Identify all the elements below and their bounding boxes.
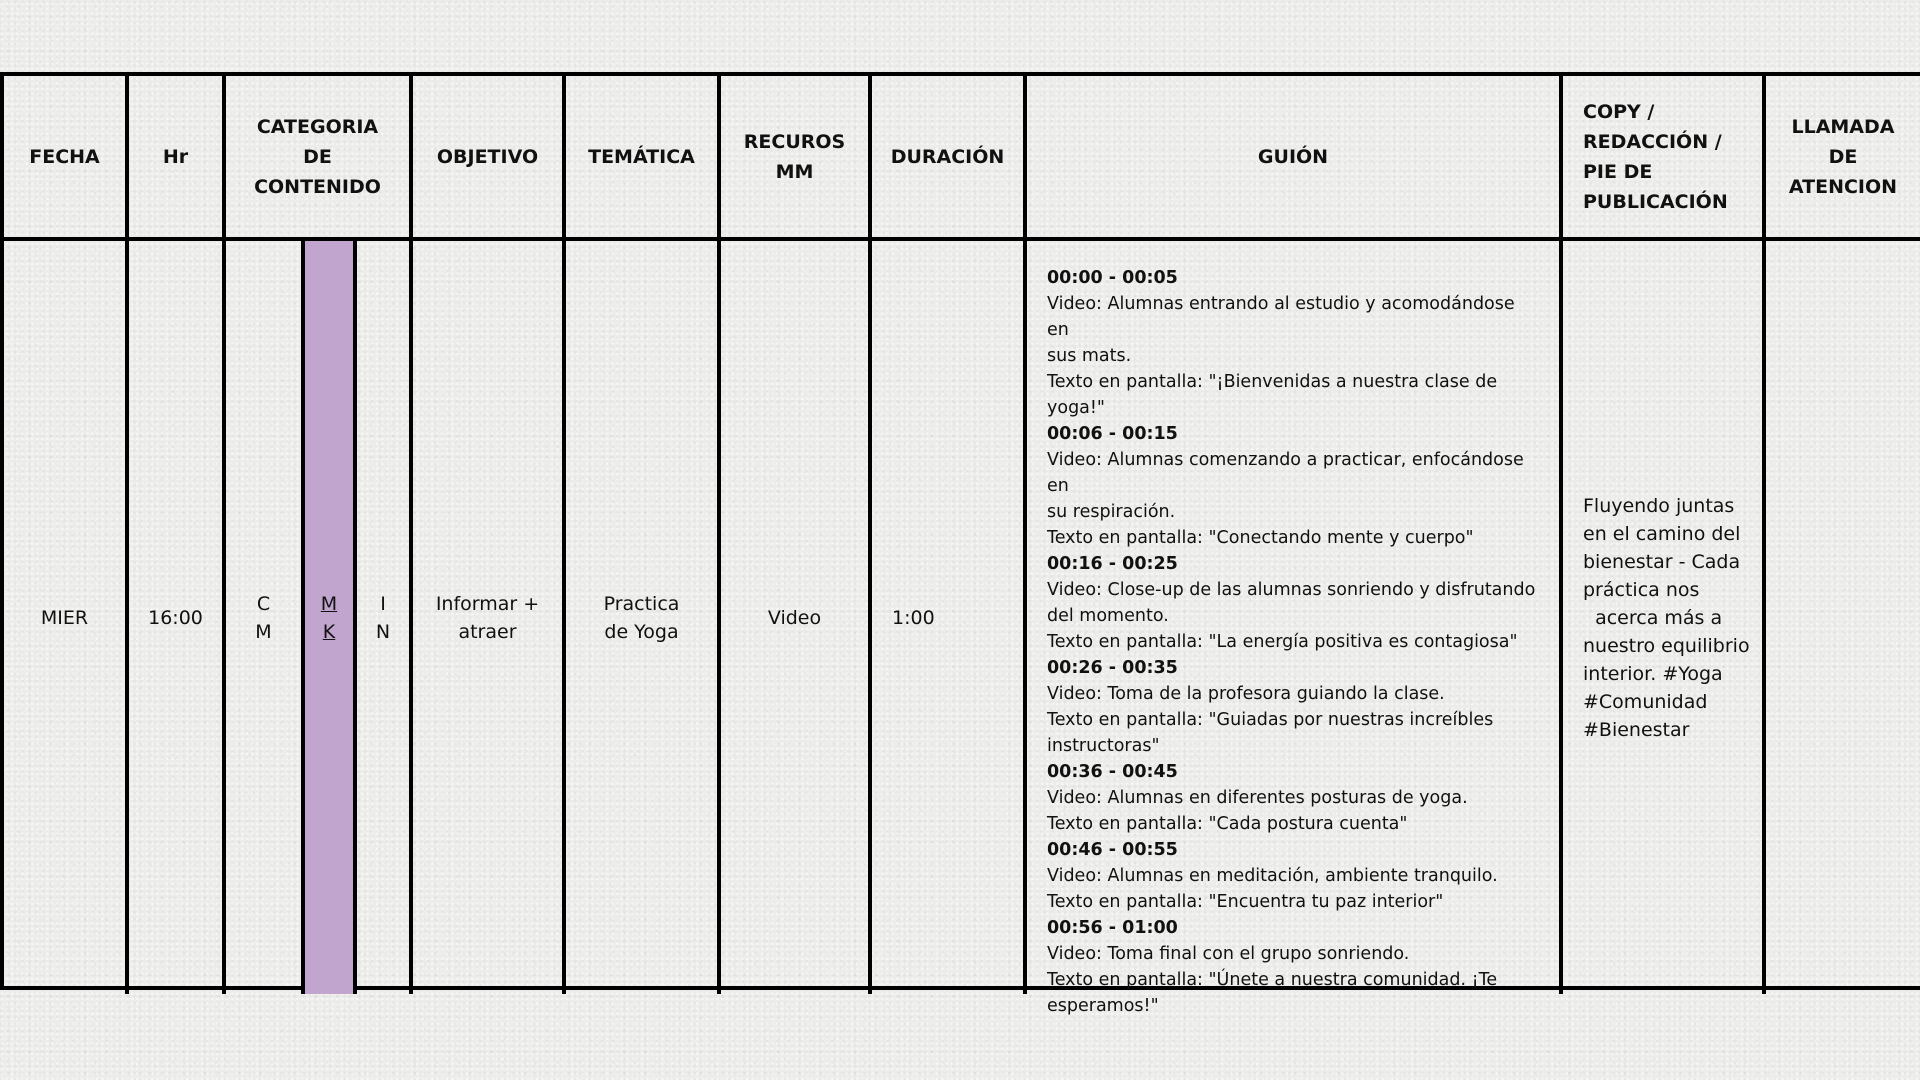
guion-line: Video: Alumnas comenzando a practicar, enfocándose en (1047, 450, 1524, 496)
guion-timestamp: 00:16 - 00:25 (1047, 554, 1178, 574)
hr-value: 16:00 (148, 606, 203, 629)
guion-segment (1047, 265, 1539, 421)
guion-timestamp: 00:56 - 01:00 (1047, 918, 1178, 938)
copy-line: Fluyendo juntas (1583, 494, 1735, 517)
copy-line: #Bienestar (1583, 718, 1690, 741)
guion-script (1047, 265, 1539, 1019)
copy-text (1583, 492, 1750, 744)
content-plan-table (0, 72, 1920, 1016)
guion-line: del momento. (1047, 606, 1169, 626)
guion-segment (1047, 421, 1539, 551)
categoria-cm-letter: C (256, 592, 271, 615)
guion-timestamp: 00:26 - 00:35 (1047, 658, 1178, 678)
fecha-value: MIER (40, 606, 89, 629)
categoria-mk-letter: M (320, 592, 338, 615)
header-duracion (872, 76, 1027, 241)
content-plan-grid (0, 72, 1920, 1016)
guion-segment (1047, 759, 1539, 837)
recursos-value: Video (767, 606, 822, 629)
header-guion-label: GUIÓN (1257, 145, 1329, 168)
header-copy-line: PUBLICACIÓN (1583, 190, 1728, 213)
categoria-in-letter: N (375, 620, 391, 643)
cell-hr (129, 241, 226, 994)
header-categoria-line: DE (303, 145, 332, 168)
header-recursos-line: MM (775, 160, 814, 183)
guion-line: su respiración. (1047, 502, 1176, 522)
header-copy-line: REDACCIÓN / (1583, 130, 1722, 153)
cell-fecha (4, 241, 129, 994)
header-hr (129, 76, 226, 241)
copy-line: bienestar - Cada (1583, 550, 1741, 573)
cell-tematica (566, 241, 721, 994)
guion-line: Texto en pantalla: "Encuentra tu paz interior" (1047, 892, 1444, 912)
header-fecha-label: FECHA (29, 145, 100, 168)
guion-line: Video: Close-up de las alumnas sonriendo y disfrutando (1047, 580, 1536, 600)
copy-line: práctica nos (1583, 578, 1700, 601)
header-duracion-label: DURACIÓN (890, 145, 1005, 168)
header-copy-line: PIE DE (1583, 160, 1653, 183)
header-recursos-line: RECUROS (743, 130, 846, 153)
header-tematica (566, 76, 721, 241)
header-hr-label: Hr (162, 145, 189, 168)
guion-line: sus mats. (1047, 346, 1132, 366)
categoria-cm-letter: M (255, 620, 272, 643)
categoria-mk-letter: K (322, 620, 336, 643)
duracion-value: 1:00 (892, 606, 935, 629)
header-tematica-label: TEMÁTICA (588, 145, 695, 168)
guion-segment (1047, 655, 1539, 759)
header-categoria (226, 76, 413, 241)
tematica-line: Practica (603, 592, 680, 615)
categoria-in-letter: I (380, 592, 386, 615)
guion-timestamp: 00:46 - 00:55 (1047, 840, 1178, 860)
cell-copy (1563, 241, 1766, 994)
tematica-line: de Yoga (604, 620, 679, 643)
guion-line: Texto en pantalla: "La energía positiva es contagiosa" (1047, 632, 1518, 652)
cell-duracion (872, 241, 1027, 994)
copy-line: nuestro equilibrio (1583, 634, 1750, 657)
cell-objetivo (413, 241, 566, 994)
header-objetivo-label: OBJETIVO (436, 145, 539, 168)
header-copy (1563, 76, 1766, 241)
guion-line: Video: Toma final con el grupo sonriendo. (1047, 944, 1410, 964)
cell-guion (1027, 241, 1563, 1016)
guion-line: Video: Toma de la profesora guiando la clase. (1047, 684, 1445, 704)
objetivo-line: Informar + (435, 592, 540, 615)
categoria-in (357, 241, 409, 994)
header-llamada-line: LLAMADA (1791, 115, 1895, 138)
header-llamada-line: DE (1828, 145, 1858, 168)
guion-line: esperamos!" (1047, 996, 1159, 1016)
guion-timestamp: 00:36 - 00:45 (1047, 762, 1178, 782)
header-llamada (1766, 76, 1920, 241)
guion-line: Video: Alumnas en meditación, ambiente tranquilo. (1047, 866, 1498, 886)
copy-line: en el camino del (1583, 522, 1741, 545)
header-guion (1027, 76, 1563, 241)
guion-line: Texto en pantalla: "Conectando mente y cuerpo" (1047, 528, 1474, 548)
guion-segment (1047, 551, 1539, 655)
cell-llamada (1766, 241, 1920, 994)
guion-line: Texto en pantalla: "Guiadas por nuestras increíbles (1047, 710, 1494, 730)
copy-line: interior. #Yoga (1583, 662, 1723, 685)
header-fecha (4, 76, 129, 241)
guion-line: Texto en pantalla: "Cada postura cuenta" (1047, 814, 1408, 834)
guion-line: Texto en pantalla: "¡Bienvenidas a nuestra clase de yoga!" (1047, 372, 1498, 418)
guion-line: Video: Alumnas entrando al estudio y acomodándose en (1047, 294, 1515, 340)
header-objetivo (413, 76, 566, 241)
guion-line: Video: Alumnas en diferentes posturas de yoga. (1047, 788, 1468, 808)
header-categoria-line: CATEGORIA (256, 115, 379, 138)
header-copy-line: COPY / (1583, 100, 1655, 123)
copy-line: acerca más a (1583, 606, 1723, 629)
categoria-cm (226, 241, 301, 994)
header-llamada-line: ATENCION (1788, 175, 1898, 198)
guion-line: Texto en pantalla: "Únete a nuestra comunidad. ¡Te (1047, 970, 1498, 990)
cell-categoria (226, 241, 413, 994)
guion-line: instructoras" (1047, 736, 1160, 756)
guion-timestamp: 00:06 - 00:15 (1047, 424, 1178, 444)
guion-segment (1047, 837, 1539, 915)
cell-recursos (721, 241, 872, 994)
objetivo-line: atraer (458, 620, 517, 643)
categoria-mk-highlight (301, 241, 357, 994)
copy-line: #Comunidad (1583, 690, 1708, 713)
header-categoria-line: CONTENIDO (254, 175, 381, 198)
guion-segment (1047, 915, 1539, 1019)
guion-timestamp: 00:00 - 00:05 (1047, 268, 1178, 288)
header-recursos (721, 76, 872, 241)
